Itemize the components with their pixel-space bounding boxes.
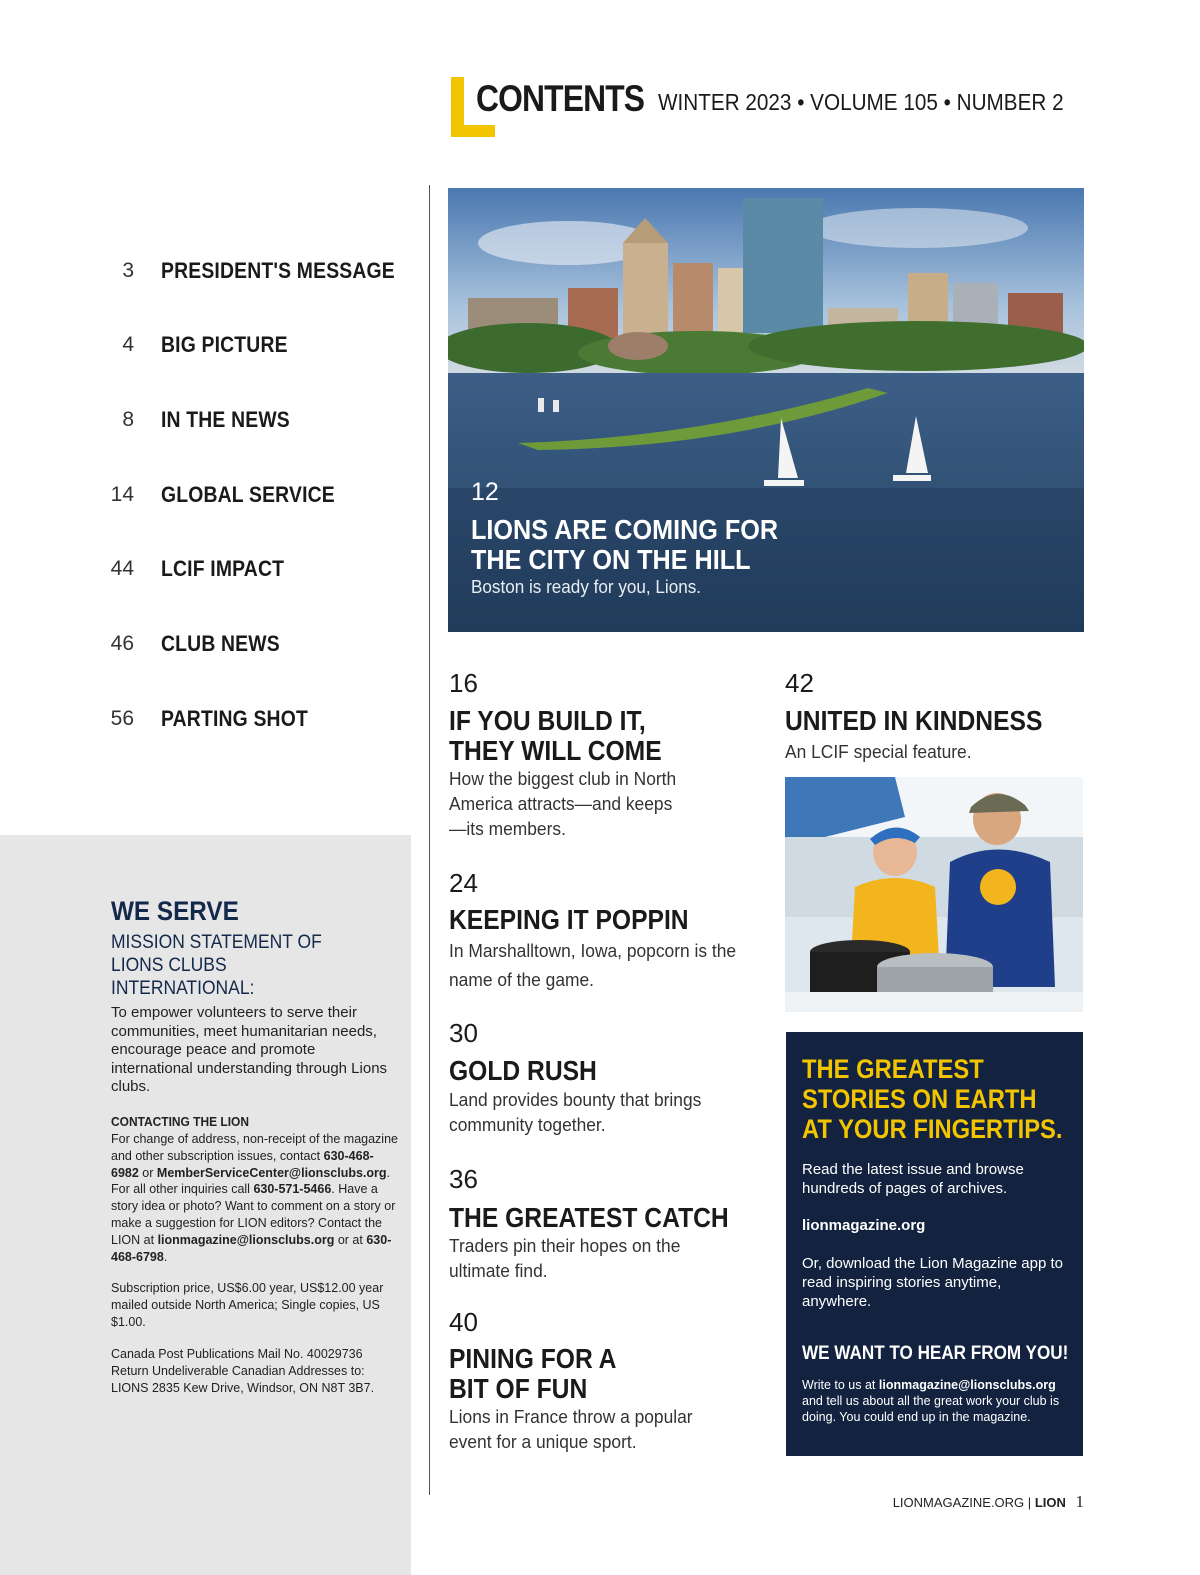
toc-label: PRESIDENT'S MESSAGE bbox=[161, 258, 395, 283]
promo-contact-text bbox=[802, 1377, 1072, 1425]
article-title[interactable]: GOLD RUSH bbox=[449, 1055, 597, 1086]
page-footer bbox=[893, 1492, 1084, 1512]
feature-title-line: THE CITY ON THE HILL bbox=[471, 544, 751, 575]
promo-url-link[interactable] bbox=[802, 1216, 1072, 1235]
contact-phone[interactable]: 630-468-6982 bbox=[111, 1148, 374, 1180]
leo-volunteers-photo bbox=[785, 777, 1083, 1012]
article-title[interactable]: KEEPING IT POPPIN bbox=[449, 904, 689, 935]
subscription-info: Subscription price, US$6.00 year, US$12.00 year mailed outside North America; Single copies, US $1.00. bbox=[111, 1281, 384, 1329]
promo-url[interactable]: lionmagazine.org bbox=[802, 1217, 926, 1234]
article-title-line: IF YOU BUILD IT, bbox=[449, 705, 646, 736]
promo-text: Read the latest issue and browse hundreds of pages of archives. bbox=[802, 1161, 1024, 1197]
contact-text-part: . Have a story idea or photo? Want to comment on a story or make a suggestion for LION editors? Contact the LION at bbox=[111, 1182, 396, 1247]
contact-phone[interactable]: 630-468-6798 bbox=[111, 1232, 392, 1264]
promo-heading-line: THE GREATEST bbox=[802, 1054, 984, 1084]
toc-label: PARTING SHOT bbox=[161, 706, 308, 731]
contact-heading: CONTACTING THE LION bbox=[111, 1114, 249, 1129]
promo-heading bbox=[802, 1054, 1063, 1144]
article-title[interactable]: THE GREATEST CATCH bbox=[449, 1202, 729, 1233]
toc-page-number: 56 bbox=[110, 707, 134, 730]
toc-item[interactable] bbox=[100, 257, 400, 287]
toc-page-number: 3 bbox=[122, 259, 134, 282]
article-page-number: 42 bbox=[785, 668, 814, 698]
footer-page-number: 1 bbox=[1075, 1492, 1084, 1511]
page-title: CONTENTS bbox=[476, 78, 645, 119]
contact-email-link[interactable]: lionmagazine@lionsclubs.org bbox=[157, 1232, 335, 1247]
toc-item[interactable] bbox=[100, 705, 400, 735]
article-description: How the biggest club in North America attracts—and keeps —its members. bbox=[449, 768, 677, 839]
article-page-number: 30 bbox=[449, 1018, 478, 1048]
feature-title[interactable] bbox=[471, 515, 778, 575]
feature-title-line: LIONS ARE COMING FOR bbox=[471, 514, 779, 545]
mission-subheading: MISSION STATEMENT OF LIONS CLUBS INTERNATIONAL: bbox=[111, 932, 322, 999]
article-page-number: 40 bbox=[449, 1307, 478, 1337]
article-title-line: THEY WILL COME bbox=[449, 735, 662, 766]
feature-subtitle: Boston is ready for you, Lions. bbox=[471, 577, 702, 597]
article-description: Traders pin their hopes on the ultimate find. bbox=[449, 1235, 681, 1281]
contact-phone[interactable]: 630-571-5466 bbox=[253, 1182, 332, 1197]
promo-contact-part: Write to us at bbox=[802, 1378, 876, 1392]
article-title[interactable]: UNITED IN KINDNESS bbox=[785, 705, 1043, 736]
article-description: Land provides bounty that brings community together. bbox=[449, 1089, 702, 1135]
issue-info: WINTER 2023 • VOLUME 105 • NUMBER 2 bbox=[658, 89, 1064, 115]
toc-item[interactable] bbox=[100, 481, 400, 511]
toc-label: GLOBAL SERVICE bbox=[161, 482, 335, 507]
feature-page-number: 12 bbox=[471, 478, 499, 506]
toc-item[interactable] bbox=[100, 630, 400, 660]
canada-post-info: Canada Post Publications Mail No. 40029736 Return Undeliverable Canadian Addresses to: LIONS 2835 Kew Drive, Windsor, ON N8T 3B7. bbox=[111, 1347, 375, 1395]
article-page-number: 36 bbox=[449, 1164, 478, 1194]
toc-label: BIG PICTURE bbox=[161, 332, 288, 357]
footer-separator: | bbox=[1027, 1495, 1032, 1510]
article-page-number: 16 bbox=[449, 668, 478, 698]
article-title[interactable] bbox=[449, 1344, 616, 1404]
toc-label: CLUB NEWS bbox=[161, 631, 280, 656]
promo-heading-line: AT YOUR FINGERTIPS. bbox=[802, 1114, 1063, 1144]
toc-page-number: 14 bbox=[110, 483, 134, 506]
contact-text-part: or bbox=[142, 1165, 154, 1180]
toc-page-number: 46 bbox=[110, 632, 134, 655]
promo-subheading: WE WANT TO HEAR FROM YOU! bbox=[802, 1343, 1069, 1364]
promo-heading-line: STORIES ON EARTH bbox=[802, 1084, 1037, 1114]
we-serve-heading: WE SERVE bbox=[111, 896, 239, 926]
column-divider bbox=[429, 185, 430, 1495]
article-description: Lions in France throw a popular event for a unique sport. bbox=[449, 1406, 693, 1452]
article-title-line: PINING FOR A bbox=[449, 1343, 617, 1374]
footer-site[interactable]: LIONMAGAZINE.ORG bbox=[892, 1495, 1025, 1510]
article-title[interactable] bbox=[449, 706, 662, 766]
toc-page-number: 4 bbox=[122, 333, 134, 356]
contact-email-link[interactable]: MemberServiceCenter@lionsclubs.org bbox=[156, 1165, 387, 1180]
toc-item[interactable] bbox=[100, 331, 400, 361]
article-title-line: BIT OF FUN bbox=[449, 1373, 588, 1404]
contact-text-part: or at bbox=[337, 1232, 363, 1247]
article-page-number: 24 bbox=[449, 868, 478, 898]
promo-contact-part: and tell us about all the great work your club is doing. You could end up in the magazine. bbox=[802, 1394, 1060, 1424]
mission-body: To empower volunteers to serve their communities, meet humanitarian needs, encourage peace and promote international understanding through Lions clubs. bbox=[111, 1004, 388, 1095]
promo-app-text: Or, download the Lion Magazine app to read inspiring stories anytime, anywhere. bbox=[802, 1255, 1064, 1310]
toc-page-number: 8 bbox=[122, 408, 134, 431]
contact-text-part: For change of address, non-receipt of the magazine and other subscription issues, contact bbox=[111, 1132, 398, 1163]
toc-item[interactable] bbox=[100, 555, 400, 585]
toc-page-number: 44 bbox=[110, 557, 134, 580]
toc-label: LCIF IMPACT bbox=[161, 556, 285, 581]
article-description: An LCIF special feature. bbox=[785, 741, 972, 762]
toc-item[interactable] bbox=[100, 406, 400, 436]
contact-text-part: . For all other inquiries call bbox=[111, 1165, 391, 1197]
toc-label: IN THE NEWS bbox=[161, 407, 290, 432]
footer-brand: LION bbox=[1034, 1495, 1066, 1510]
article-description: In Marshalltown, Iowa, popcorn is the name of the game. bbox=[449, 940, 737, 990]
contact-text: For change of address, non-receipt of the magazine and other subscription issues, contact 630-468-6982 or MemberServiceCenter@lionsclubs.org. For all other inquiries call 630-571-5466. Have a story idea or photo? Want to comment on a story or make a suggestion for LION editors? Contact the LION at lionmagazine@lionsclubs.org or at 630-468-6798. bbox=[111, 1132, 398, 1264]
promo-email-link[interactable]: lionmagazine@lionsclubs.org bbox=[878, 1378, 1056, 1392]
